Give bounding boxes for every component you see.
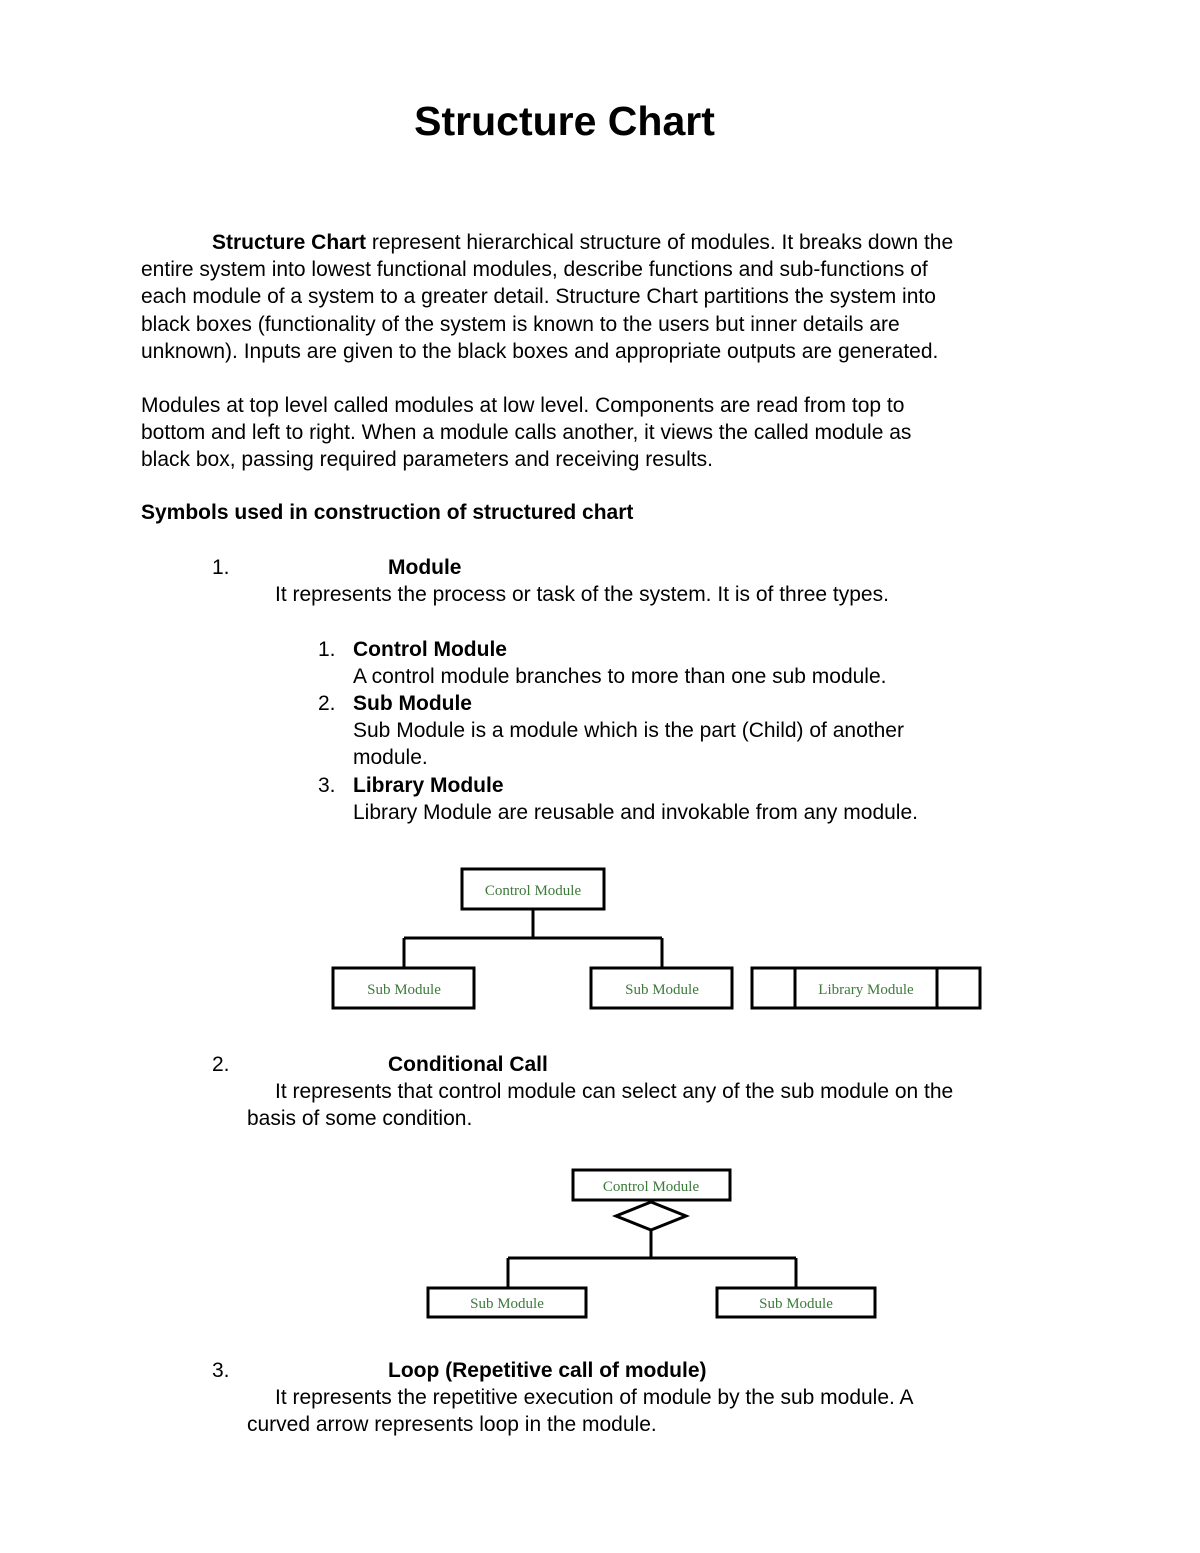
intro-paragraph xyxy=(141,229,1071,365)
item-3-heading: Loop (Repetitive call of module) xyxy=(388,1359,707,1382)
item-3-desc-1: It represents the repetitive execution of module by the sub module. A xyxy=(275,1386,914,1409)
item-1-heading: Module xyxy=(388,556,462,579)
item-1-number: 1. xyxy=(212,556,230,579)
diagram2-control-label: Control Module xyxy=(602,1179,700,1195)
item-2-number: 2. xyxy=(212,1053,230,1076)
intro-line-3: each module of a system to a greater detail. Structure Chart partitions the system into xyxy=(141,285,936,309)
conditional-call-diagram xyxy=(420,1160,890,1325)
diagram1-sub-right-label: Sub Module xyxy=(625,982,699,998)
page-title: Structure Chart xyxy=(414,98,715,144)
subitem-2-desc-2: module. xyxy=(353,746,428,769)
item-2-heading: Conditional Call xyxy=(388,1053,548,1076)
subitem-3-desc: Library Module are reusable and invokable from any module. xyxy=(353,801,918,824)
subitem-3-heading: Library Module xyxy=(353,774,504,797)
second-paragraph xyxy=(141,392,1071,474)
subitem-1-heading: Control Module xyxy=(353,638,507,661)
diagram2-sub-left-label: Sub Module xyxy=(470,1296,544,1312)
diagram2-sub-right-label: Sub Module xyxy=(759,1296,833,1312)
subitem-1-number: 1. xyxy=(318,638,336,661)
para2-line-3: black box, passing required parameters and receiving results. xyxy=(141,448,713,472)
diagram1-sub-left-label: Sub Module xyxy=(367,982,441,998)
intro-line-2: entire system into lowest functional modules, describe functions and sub-functions of xyxy=(141,258,928,282)
intro-lead: Structure Chart xyxy=(212,231,367,254)
subitem-2-number: 2. xyxy=(318,692,336,715)
para2-line-2: bottom and left to right. When a module calls another, it views the called module as xyxy=(141,421,912,445)
subitem-1-desc: A control module branches to more than one sub module. xyxy=(353,665,887,688)
subitem-2-desc-1: Sub Module is a module which is the part (Child) of another xyxy=(353,719,904,742)
intro-line-1: represent hierarchical structure of modules. It breaks down the xyxy=(366,231,954,254)
module-diagram xyxy=(320,860,1000,1020)
intro-line-5: unknown). Inputs are given to the black boxes and appropriate outputs are generated. xyxy=(141,339,939,363)
diagram1-control-label: Control Module xyxy=(484,883,582,899)
condition-diamond xyxy=(616,1202,686,1230)
item-3-desc-2: curved arrow represents loop in the module. xyxy=(247,1413,657,1436)
item-2-desc-2: basis of some condition. xyxy=(247,1107,473,1130)
item-3-number: 3. xyxy=(212,1359,230,1382)
diagram1-library-label: Library Module xyxy=(818,982,914,998)
intro-line-4: black boxes (functionality of the system is known to the users but inner details are xyxy=(141,312,900,336)
item-2-desc-1: It represents that control module can select any of the sub module on the xyxy=(275,1080,954,1103)
item-1-desc: It represents the process or task of the system. It is of three types. xyxy=(275,583,889,606)
subitem-2-heading: Sub Module xyxy=(353,692,472,715)
symbols-heading: Symbols used in construction of structured chart xyxy=(141,501,634,524)
subitem-3-number: 3. xyxy=(318,774,336,797)
para2-line-1: Modules at top level called modules at low level. Components are read from top to xyxy=(141,394,905,417)
